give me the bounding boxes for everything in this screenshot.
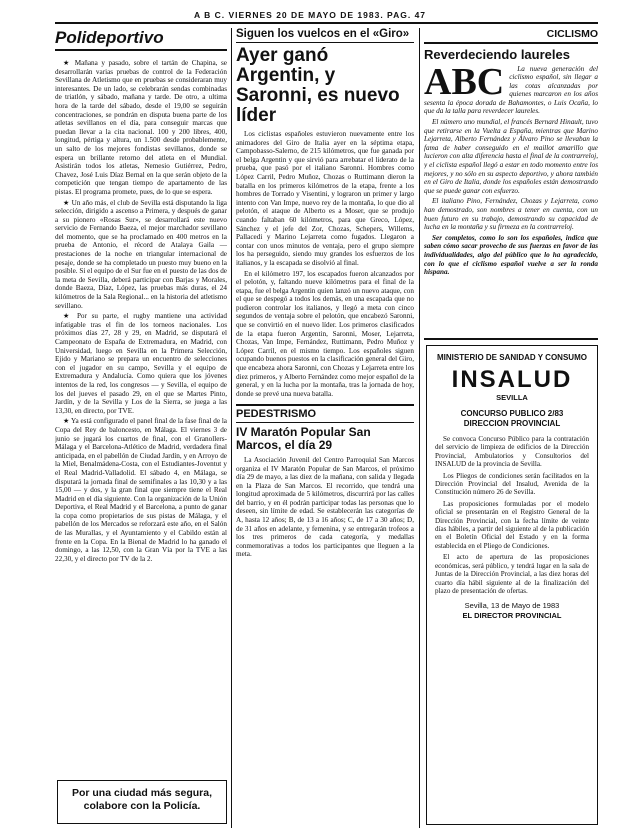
middle-column xyxy=(236,28,414,828)
city-line: SEVILLA xyxy=(496,393,528,402)
article-paragraph: En el kilómetro 197, los escapados fueron alcanzados por el pelotón, y, faltando nueve kilómetros para el final de la etapa, fue el belga Argentin quien lanzó un nuevo ataque, con el que se despegó a todos los demás, en una escapada que no pudieron controlar los italianos, y llegó a meta con cinco segundos de ventaja sobre el pelotón, que encabezó Saronni, que se convirtió en el nuevo líder. Los primeros clasificados de la etapa fueron Argentin, Saronni, Moser, Lejarreta, Chozas, Van Impe, Fernández, Ruttimann, Pedro Muñoz y López Carril, en el mismo tiempo. Los españoles siguen ocupando buenos puestos en la clasificación general del Giro, que encabeza ahora Saronni, con Chozas y Lejarreta entre los diez primeros, y Alberto Fernández como mejor español de la general, y en la lucha por la montaña, tras la jornada de hoy, donde se prevé una nueva batalla. xyxy=(236,269,414,398)
insalud-advertisement xyxy=(426,345,598,825)
section-title-polideportivo: Polideportivo xyxy=(55,28,164,47)
article-paragraph: Los ciclistas españoles estuvieron nuevamente entre los animadores del Giro de Italia ayer en la séptima etapa, Campobasso-Salerno, de 215 kilómetros, que fue ganada por el belga Argentin y que sirvió para arrebatar el liderato de la prueba, que pasó por el italiano Saronni. Hombres como López Carril, Pedro Muñoz, Chozas o Ruttimann dieron la batalla en los primeros kilómetros de la etapa, frente a los hombres de Torrado y Visentini, y lograron un primer y largo intento con Van Impe, nuevo rey de la montaña, lo que dio al pelotón, el ataque de Alberto es a Moser, que se produjo cuando faltaban 60 kilómetros, para que Greco, López, Sánchez y el jefe del Zor, Chozas, Schepers, Willems, Pallacedi y Marino Lejarreta como fugados. Llegaron a contar con unos minutos de ventaja, pero el grupo siempre los ha perseguido, siendo muy grandes los esfuerzos de los italianos, y la escapada se disolvió al final. xyxy=(236,130,414,267)
column-divider-1 xyxy=(231,28,232,828)
column-divider-2 xyxy=(419,28,420,828)
section-underline xyxy=(424,42,598,44)
contest-line: CONCURSO PUBLICO 2/83 xyxy=(460,409,564,418)
article-headline: Ayer ganó Argentin, y Saronni, es nuevo líder xyxy=(236,45,400,126)
section-title-ciclismo: CICLISMO xyxy=(546,28,598,40)
article-kicker: Siguen los vuelcos en el «Giro» xyxy=(236,28,410,40)
slogan-line-1: Por una ciudad más segura, xyxy=(71,787,213,799)
article-paragraph: ★ Ya está configurado el panel final de la fase final de la Copa del Rey de baloncesto, en Málaga. El viernes 3 de junio se jugará los cuartos de final, con el Granollers-Málaga y el Barcelona-Atlético de Madrid, verdadera final anticipada, en el pabellón de Ciudad Jardín, y en Arroyo de la Miel, Benalmádena-Costa, con el Estudiantes-Joventut y el Real Madrid-Valladolid. El sábado 4, en Málaga, se disputará la jornada final de semifinales a las 10,30 y a las 15,00 — y dos, y la gran final que siempre tiene el Real Madrid en el día siguiente. Con la organización de la Unión Deportiva, el Real Madrid y el Barcelona, a punto de ganar la copa como propietarios de sus pistas de Málaga, y el pabellón de los Mercados se reforzará este año, en el Salón de las Murallas, y el Ayuntamiento y el Cabildo están al frente en la Copa. En la Bienal de Madrid lo ha ganado el domingo, a las 12,50, con la Gran Vía por la TVE a las 22,30, y el directo por TV de la 2. xyxy=(55,417,227,563)
article-paragraph: ★ Por su parte, el rugby mantiene una actividad infatigable tras el fin de los torneos nacionales. Los próximos días 27, 28 y 29, en Madrid, se disputará el Campeonato de España de Extremadura, en Madrid, con Universidad, luego en Sevilla en la Primera Selección, Ejido y Mariano se prepara un encuentro de selecciones con el jugador en su campo, Sevilla y el equipo de Extremadura y Andalucía. Como quiera que los jóvenes intentos de la red, los congresos — y Sevilla, el equipo de los del jueves el pasado 29, en el que se Martes Pinto, Jardín, y de la Sevilla y Los de la Sierra, se juega a las 13,30, en directo, por TVE. xyxy=(55,312,227,415)
article-headline: Reverdeciendo laureles xyxy=(424,46,570,62)
section-underline xyxy=(55,49,227,51)
section-rule xyxy=(236,404,414,406)
article-paragraph: Ser completos, como lo son los españoles, indica que saben cómo sacar provecho de sus fuerzas en favor de las individualidades, algo del público que lo ha agradecido, con lo que el ciclismo español vuelve a ser la ronda hispana. xyxy=(424,233,598,277)
article-headline-2: IV Maratón Popular San Marcos, el día 29 xyxy=(236,424,371,452)
ministry-line: MINISTERIO DE SANIDAD Y CONSUMO xyxy=(437,353,587,362)
ad-paragraph: Los Pliegos de condiciones serán facilitados en la Dirección Provincial del Insalud, Avenida de la Constitución número 26 de Sevilla. xyxy=(435,471,589,497)
direction-line: DIRECCION PROVINCIAL xyxy=(463,419,561,428)
ad-paragraph: Las proposiciones formuladas por el modelo oficial se presentarán en el Registro General de la Dirección Provincial, con la fecha límite de veinte días hábiles, a partir del siguiente al de la publicación en el Boletín Oficial del Estado y en la forma establecida en el Pliego de Condiciones. xyxy=(435,499,589,550)
article-paragraph: ★ Mañana y pasado, sobre el tartán de Chapina, se desarrollarán varias pruebas de control de la Federación Sevillana de Atletismo que en pruebas se consideraran muy interesantes. De un lado, se celebrarán sendas combinadas de triatlón, y sábado, mañana y tarde. De otro, a ultima hora de la tarde del sábado, desde el 19,00 se seguirán concentraciones, se pondrán en disputa buena parte de los atletas sevillanos en el día, para conseguir marcas que puedan llevar a la cita nacional. 100 y 200 libres, 400, longitud, pértiga y altura, un 1.500 desde probablemente, un salto de los mejores fondistas sevillanos, donde se espera un brillante retorno del atleta en el Mundial. Asistirán todos los atletas, Nemesio Gutiérrez, Pedro, Chavez, José Luis Díaz Bernal en la que serán objeto de la competición que tengan tiempo de apartamento de las pistas. El programa promete, pues, de lo que se espera. xyxy=(55,59,227,197)
ad-paragraph: El acto de apertura de las proposiciones económicas, será público, y tendrá lugar en la sala de Juntas de la Dirección Provincial, a las diez horas del cuarto día hábil siguiente al de la finalización del plazo de presentación de ofertas. xyxy=(435,553,589,595)
section-title-pedestrismo: PEDESTRISMO xyxy=(236,407,317,420)
page-header: A B C. VIERNES 20 DE MAYO DE 1983. PAG. 47 xyxy=(193,10,427,20)
abc-logo: ABC xyxy=(424,60,505,103)
header-rule xyxy=(55,22,598,24)
article-paragraph: La nueva generación del ciclismo español, sin llegar a las cotas alcanzadas por quienes marcaron en los años sesenta la época dorada de Bahamontes, o Luis Ocaña, lo que da la talla para reverdecer laureles. xyxy=(424,64,598,116)
ad-paragraph: Se convoca Concurso Público para la contratación del servicio de limpieza de edificios de la Dirección Provincial, Ambulatorios y Consultorios del INSALUD de la provincia de Sevilla. xyxy=(435,435,589,469)
article-paragraph: El italiano Pino, Fernández, Chozas y Lejarreta, como han demostrado, son nombres a tener en cuenta, con un buen futuro en su trabajo, demostrando su capacidad de lucha en la montaña y su firmeza en la contrarreloj. xyxy=(424,197,598,232)
article-paragraph: ★ Un año más, el club de Sevilla está disputando la liga selección, dirigido a ascenso a Primera, y después de ganar a su pionero «Rosas Sur», se desarrollará este nuevo servicio de Fernando Baeza, el mejor marchador sevillano del momento, que se ha proclamado en 400 metros en la prueba de Antonio, el récord de Atalaya Gaila — prestaciones de la noche en triangular internacional de pesaje, donde se ha completado un puesto muy bueno en la posible. Si el equipo de el Sur fue en el puesto de las dos de la meta de Sevilla, deberá participar con Barjas y Morales, donde Baeza, Díaz, López, las pruebas más duras, el 24 kilómetros de la Sala Regional... en la historia del atletismo sevillano. xyxy=(55,199,227,311)
ad-date: Sevilla, 13 de Mayo de 1983 xyxy=(464,601,560,611)
insalud-logo: INSALUD xyxy=(451,366,573,393)
article-paragraph: El número uno mundial, el francés Bernard Hinault, tuvo que retirarse en la Vuelta a España, mientras que Marino Lejarreta, Alberto Fernández y Álvaro Pino se llevaban la fama de haber conseguido en el maillot amarillo que lucieron con alta diferencia hasta el final de la contrarreloj, y el ciclista español llegó a estar en todo momento entre los mejores, y no sólo en su aspecto deportivo, y ahora también en el Giro de Italia, donde los españoles están demostrando que se puede ganar con esfuerzo. xyxy=(424,118,598,195)
ad-signature: EL DIRECTOR PROVINCIAL xyxy=(462,611,562,621)
slogan-line-2: colabore con la Policía. xyxy=(83,800,201,812)
police-slogan-box xyxy=(57,780,227,824)
article-paragraph: La Asociación Juvenil del Centro Parroquial San Marcos organiza el IV Maratón Popular de San Marcos, el próximo día 29 de mayo, a las diez de la mañana, con salida y llegada en la Plaza de San Marcos. El recorrido, que tendrá una longitud aproximada de 5 kilómetros, discurrirá por las calles del barrio, y en él podrán participar todas las personas que lo deseen, sin límite de edad. Se establecerán las categorías de A, hasta 12 años; B, de 13 a 16 años; C, de 17 a 30 años; D, de 31 años en adelante, y femenina, y se entregarán trofeos a los tres primeros de cada categoría, y medallas conmemorativas a todos los participantes que lleguen a la meta. xyxy=(236,455,414,559)
section-underline xyxy=(236,422,414,423)
right-section-rule xyxy=(424,338,598,340)
right-column xyxy=(424,28,598,336)
left-column xyxy=(55,28,227,780)
kicker-rule xyxy=(236,42,414,43)
